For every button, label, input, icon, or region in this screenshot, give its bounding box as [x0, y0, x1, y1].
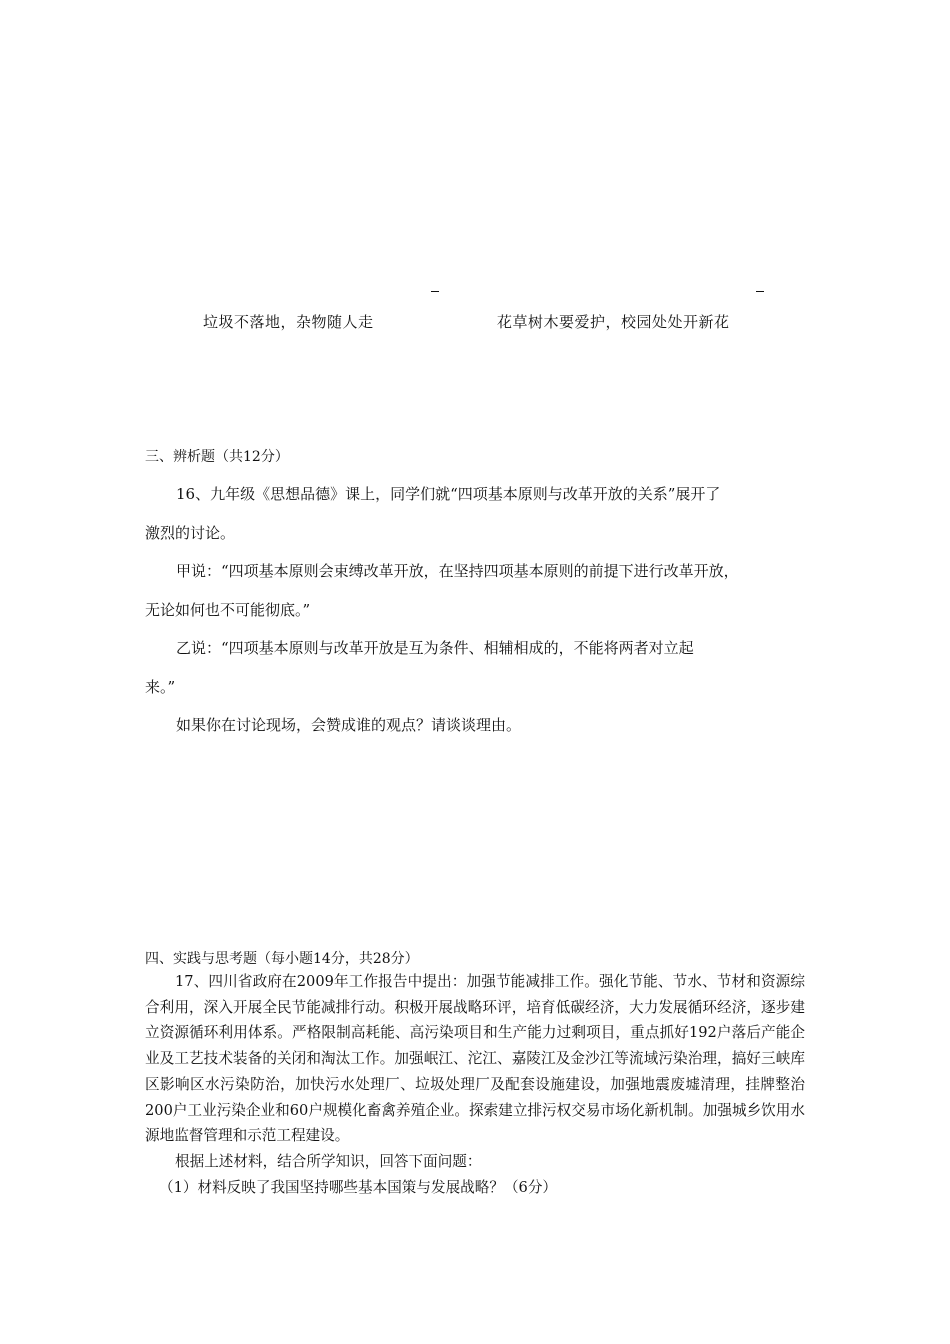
- left-image-marker: [431, 291, 439, 292]
- right-image-caption: 花草树木要爱护，校园处处开新花: [497, 313, 730, 331]
- section4-heading: 四、实践与思考题（每小题14分，共28分）: [145, 951, 419, 967]
- q17-sub1: （1）材料反映了我国坚持哪些基本国策与发展战略？（6分）: [159, 1178, 558, 1196]
- right-image-marker: [756, 291, 764, 292]
- q17-instruction: 根据上述材料，结合所学知识，回答下面问题：: [175, 1152, 482, 1170]
- section3-heading: 三、辨析题（共12分）: [145, 449, 289, 465]
- q16-line2: 激烈的讨论。: [145, 524, 236, 542]
- q17-block: [145, 969, 805, 1200]
- q16-question: 如果你在讨论现场，会赞成谁的观点？请谈谈理由。: [176, 716, 522, 734]
- jia-line2: 无论如何也不可能彻底。”: [145, 601, 311, 619]
- yi-line2: 来。”: [145, 678, 176, 696]
- left-image-caption: 垃圾不落地，杂物随人走: [203, 313, 374, 331]
- jia-line1: 甲说：“四项基本原则会束缚改革开放，在坚持四项基本原则的前提下进行改革开放，: [176, 562, 739, 580]
- q17-text: 17、四川省政府在2009年工作报告中提出：加强节能减排工作。强化节能、节水、节材和资源综合利用，深入开展全民节能减排行动。积极开展战略环评，培育低碳经济，大力发展循环经济，逐步建立资源循环利用体系。严格限制高耗能、高污染项目和生产能力过剩项目，重点抓好192户落后产能企业及工艺技术装备的关闭和淘汰工作。加强岷江、沱江、嘉陵江及金沙江等流域污染治理，搞好三峡库区影响区水污染防治，加快污水处理厂、垃圾处理厂及配套设施建设，加强地震废墟清理，挂牌整治200户工业污染企业和60户规模化畜禽养殖企业。探索建立排污权交易市场化新机制。加强城乡饮用水源地监督管理和示范工程建设。: [145, 973, 805, 1145]
- yi-line1: 乙说：“四项基本原则与改革开放是互为条件、相辅相成的，不能将两者对立起: [176, 639, 694, 657]
- q16-line1: 16、九年级《思想品德》课上，同学们就“四项基本原则与改革开放的关系”展开了: [176, 485, 721, 503]
